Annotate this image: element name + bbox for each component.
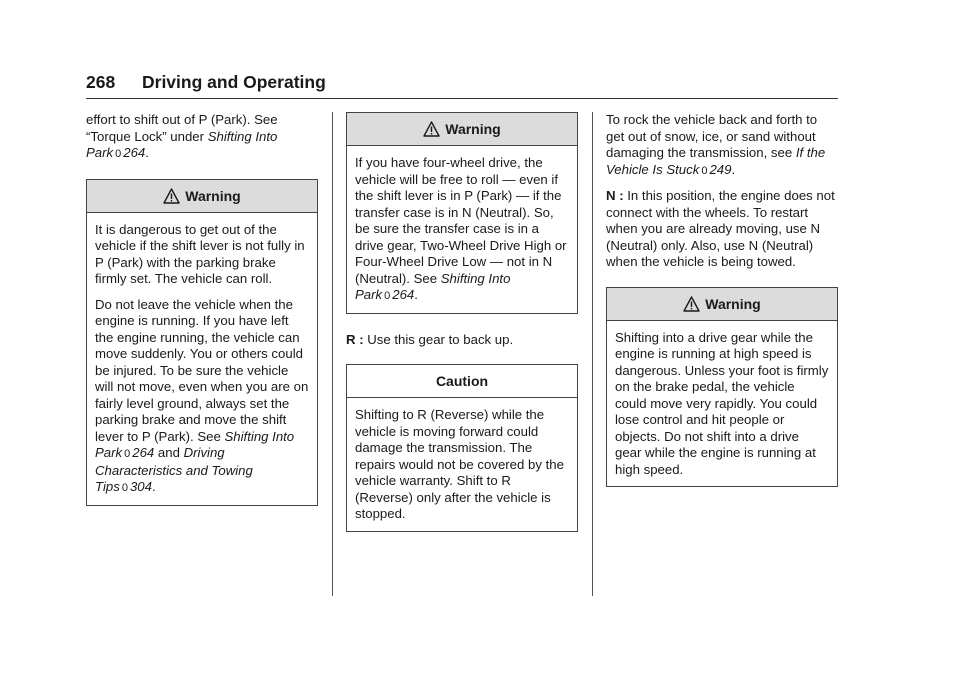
warning-title: Warning: [185, 187, 241, 204]
warning-box: [86, 179, 318, 506]
page-arrow-icon: 0: [124, 448, 131, 460]
xref-page[interactable]: 249: [709, 161, 732, 177]
xref-link[interactable]: Shifting Into Park: [86, 128, 278, 160]
page-header: [86, 70, 838, 99]
warning-header: [607, 288, 837, 321]
page-number: 268: [86, 72, 116, 92]
xref-page[interactable]: 304: [129, 479, 152, 494]
xref-page[interactable]: 264: [123, 145, 146, 160]
warning-triangle-icon: [423, 121, 440, 137]
caution-title: Caution: [435, 373, 489, 389]
caution-paragraph: Shifting to R (Reverse) while the vehicle is moving forward could damage the transmission. The repairs would not be covered by the vehicle warranty. Shift to R (Reverse) only after the vehicle is stopped.: [355, 407, 564, 521]
page-arrow-icon: 0: [701, 164, 708, 177]
warning-box: [606, 287, 838, 488]
warning-paragraph: It is dangerous to get out of the vehicle if the shift lever is not fully in P (Park) with the parking brake firmly set. The vehicle can roll.: [95, 221, 305, 286]
column-divider: [592, 112, 593, 596]
warning-header: [347, 113, 577, 146]
column-divider: [332, 112, 333, 596]
xref-link[interactable]: Shifting Into Park: [355, 270, 511, 302]
warning-header: [87, 180, 317, 213]
neutral-paragraph: N : In this position, the engine does not connect with the wheels. To restart when you are already moving, use N (Neutral) only. Also, use N (Neutral) when the vehicle is being towed.: [606, 188, 835, 269]
warning-paragraph: Shifting into a drive gear while the engine is running at high speed is dangerous. Unless your foot is firmly on the brake pedal, the vehicle could move very rapidly. You could lose control and hit people or objects. Do not shift into a drive gear while the engine is running at high speed.: [615, 329, 829, 477]
caution-header: [347, 365, 577, 398]
warning-body: [607, 321, 837, 487]
warning-box: [346, 112, 578, 314]
column-1: [86, 112, 318, 506]
caution-box: [346, 364, 578, 532]
warning-body: [347, 146, 577, 313]
xref-link[interactable]: Driving Characteristics and Towing Tips: [95, 445, 253, 494]
warning-paragraph: If you have four-wheel drive, the vehicle will be free to roll — even if the shift lever is in P (Park) — if the transfer case is in N (Neutral). So, be sure the transfer case is in a drive gear, Two-Wheel Drive High or Four-Wheel Drive Low — not in N (Neutral). See Shifting Into Park 0 264.: [355, 155, 567, 302]
warning-paragraph: Do not leave the vehicle when the engine is running. If you have left the engine running, the vehicle can move suddenly. You or others could be injured. To be sure the vehicle will not move, even when you are on fairly level ground, always set the parking brake and move the shift lever to P (Park). See Shifting Into Park 0 264 and Driving Characteristics and Towing Tips 0 304.: [95, 296, 309, 494]
warning-title: Warning: [445, 121, 501, 137]
xref-page[interactable]: 264: [132, 445, 155, 460]
column-3: [606, 112, 838, 487]
xref-link[interactable]: Shifting Into Park: [95, 428, 295, 460]
warning-body: [87, 213, 317, 505]
warning-triangle-icon: [683, 296, 700, 312]
gear-label: N :: [606, 188, 624, 203]
page-arrow-icon: 0: [384, 290, 391, 302]
reverse-paragraph: R : Use this gear to back up.: [346, 331, 514, 347]
warning-title: Warning: [705, 295, 761, 312]
page-arrow-icon: 0: [115, 148, 122, 160]
rock-paragraph: To rock the vehicle back and forth to get out of snow, ice, or sand without damaging the transmission, see If the Vehicle Is Stuck 0 249.: [606, 112, 826, 177]
gear-label: R :: [346, 331, 364, 347]
warning-triangle-icon: [163, 188, 180, 204]
intro-paragraph: effort to shift out of P (Park). See “Torque Lock” under Shifting Into Park 0 264.: [86, 112, 278, 160]
section-title: Driving and Operating: [142, 72, 326, 92]
column-2: [346, 112, 578, 532]
page-arrow-icon: 0: [121, 482, 128, 494]
caution-body: [347, 398, 577, 531]
xref-page[interactable]: 264: [392, 287, 415, 302]
xref-link[interactable]: If the Vehicle Is Stuck: [606, 145, 826, 177]
